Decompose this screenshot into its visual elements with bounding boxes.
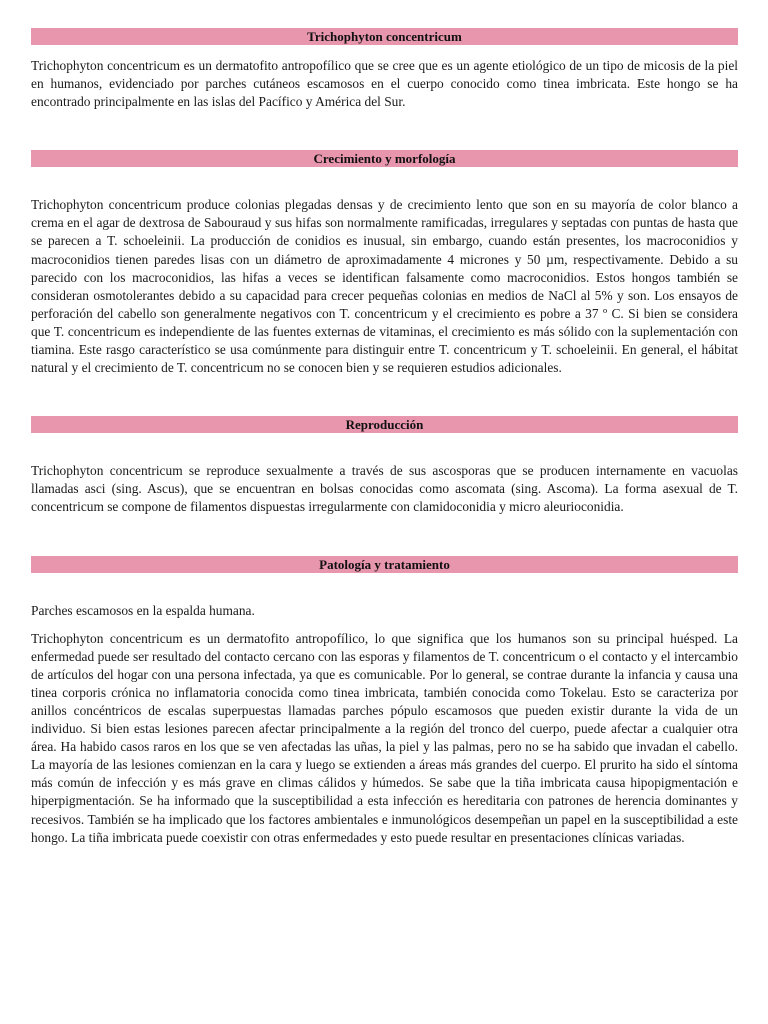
section-heading-crecimiento-morfologia: Crecimiento y morfología [31,150,738,167]
intro-paragraph: Trichophyton concentricum es un dermatofito antropofílico que se cree que es un agente etiológico de un tipo de micosis de la piel en humanos, evidenciado por parches cutáneos escamosos en el cuerpo conocido como tinea imbricata. Este hongo se ha encontrado principalmente en las islas del Pacífico y América del Sur. [31,58,738,110]
section-heading-reproduccion: Reproducción [31,416,738,433]
reproduction-paragraph: Trichophyton concentricum se reproduce sexualmente a través de sus ascosporas que se producen internamente en vacuolas llamadas asci (sing. Ascus), que se encuentran en bolsas conocidas como ascomata (sing. Ascoma). La forma asexual de T. concentricum se compone de filamentos dispuestas irregularmente con clamidoconidia y micro aleurioconidia. [31,463,738,515]
document-page [31,28,738,847]
section-heading-patologia-tratamiento: Patología y tratamiento [31,556,738,573]
growth-morphology-paragraph: Trichophyton concentricum produce colonias plegadas densas y de crecimiento lento que son en su mayoría de color blanco a crema en el agar de dextrosa de Sabouraud y sus hifas son normalmente ramificadas, irregulares y septadas con puntas de hasta que se parecen a T. schoeleinii. La producción de conidios es inusual, sin embargo, cuando están presentes, los macroconidios y macroconidios tienen paredes lisas con un diámetro de aproximadamente 4 micrones y 50 µm, respectivamente. Debido a su parecido con los macroconidios, las hifas a veces se identifican falsamente como macroconidios. Estos hongos también se consideran osmotolerantes debido a su capacidad para crecer pequeñas colonias en medios de NaCl al 5% y son. Los ensayos de perforación del cabello son generalmente negativos con T. concentricum y el crecimiento es pobre a 37 º C. Si bien se considera que T. concentricum es independiente de las fuentes externas de vitaminas, el crecimiento es más sólido con la suplementación con tiamina. Este rasgo característico se usa comúnmente para distinguir entre T. concentricum y T. schoeleinii. En general, el hábitat natural y el crecimiento de T. concentricum no se conocen bien y se requieren estudios adicionales. [31,197,738,376]
image-caption-paragraph: Parches escamosos en la espalda humana. [31,602,255,618]
section-heading-trichophyton-concentricum: Trichophyton concentricum [31,28,738,45]
pathology-paragraph: Trichophyton concentricum es un dermatofito antropofílico, lo que significa que los humanos son su principal huésped. La enfermedad puede ser resultado del contacto cercano con las esporas y filamentos de T. concentricum o el contacto y el intercambio de artículos del hogar con una persona infectada, ya que es comunicable. Por lo general, se contrae durante la infancia y causa una tinea corporis crónica no inflamatoria conocida como tinea imbricata, también conocida como Tokelau. Esto se caracteriza por anillos concéntricos de escalas superpuestas llamadas parches pópulo escamosos que pueden existir durante la vida de un individuo. Si bien estas lesiones parecen afectar principalmente a la región del tronco del cuerpo, puede afectar a cualquier otra área. Ha habido casos raros en los que se ven afectadas las uñas, la piel y las palmas, pero no se ha sabido que invadan el cabello. La mayoría de las lesiones comienzan en la cara y luego se extienden a áreas más grandes del cuerpo. El prurito ha sido el síntoma más común de infección y es más grave en climas cálidos y húmedos. Se sabe que la tiña imbricata causa hipopigmentación e hiperpigmentación. Se ha informado que la susceptibilidad a esta infección es hereditaria con patrones de herencia dominantes y recesivos. También se ha implicado que los factores ambientales e inmunológicos desempeñan un papel en la susceptibilidad a este hongo. La tiña imbricata puede coexistir con otras enfermedades y esto puede resultar en presentaciones clínicas variadas. [31,630,738,845]
